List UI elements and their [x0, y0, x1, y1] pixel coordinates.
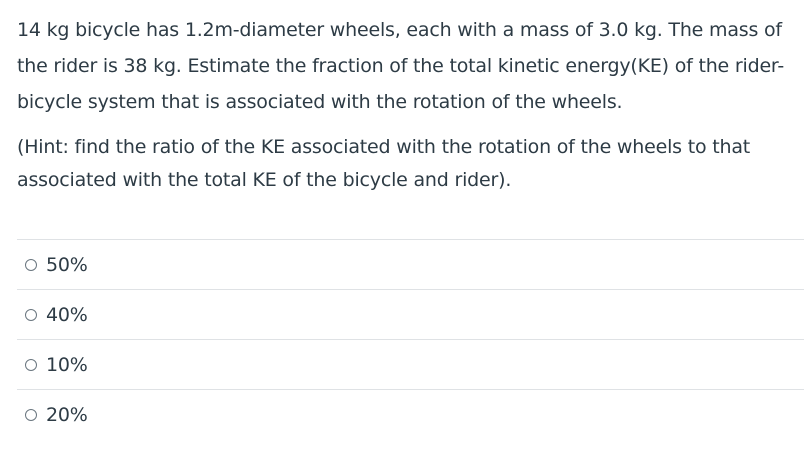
radio-button[interactable]: [25, 359, 37, 371]
answer-label: 10%: [46, 353, 88, 376]
answer-label: 40%: [46, 303, 88, 326]
radio-button[interactable]: [25, 309, 37, 321]
question-hint: (Hint: find the ratio of the KE associated with the rotation of the wheels to that associated with the total KE of the bicycle and rider).: [17, 136, 751, 191]
radio-button[interactable]: [25, 409, 37, 421]
answer-label: 20%: [46, 403, 88, 426]
question-text: 14 kg bicycle has 1.2m-diameter wheels, each with a mass of 3.0 kg. The mass of the rider is 38 kg. Estimate the fraction of the total kinetic energy(KE) of the rider-bicycle system that is associated with the rotation of the wheels.: [17, 19, 784, 113]
radio-button[interactable]: [25, 259, 37, 271]
answer-option-2[interactable]: [17, 290, 804, 340]
answer-option-3[interactable]: [17, 340, 804, 390]
question-block: [17, 12, 797, 197]
answer-option-4[interactable]: [17, 390, 804, 439]
answer-list: [17, 239, 804, 439]
answer-label: 50%: [46, 253, 88, 276]
answer-option-1[interactable]: [17, 240, 804, 290]
